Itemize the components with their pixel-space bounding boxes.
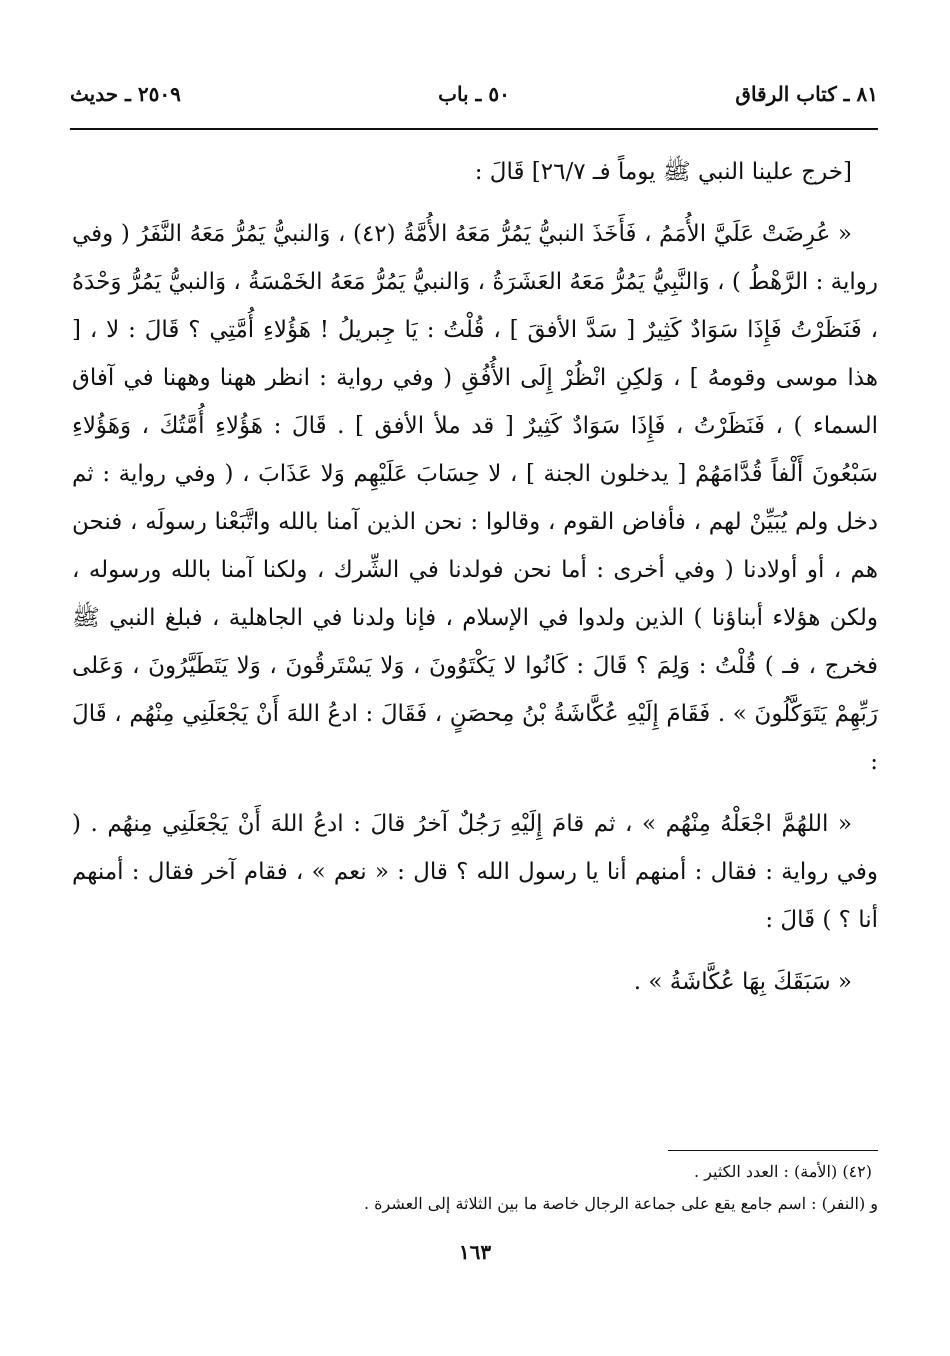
footnote-divider	[668, 1150, 878, 1151]
page-number: ١٦٣	[458, 1240, 492, 1264]
hadith-paragraph-1: « عُرِضَتْ عَلَيَّ الأُمَمُ ، فَأَخَذَ النبيُّ يَمُرُّ مَعَهُ الأُمَّةُ (٤٢) ، وَالنبيُّ يَمُرُّ مَعَهُ النَّفَرُ ( وفي رواية : الرَّهْطُ ) ، وَالنَّبِيُّ يَمُرُّ مَعَهُ العَشَرَةُ ، وَالنبيُّ يَمُرُّ مَعَهُ الخَمْسَةُ ، وَالنبيُّ يَمُرُّ وَحْدَهُ ، فَنَظَرْتُ فَإِذَا سَوَادٌ كَثِيرٌ [ سَدَّ الأفقَ ] ، قُلْتُ : يَا جِبريلُ ! هَؤُلاءِ أُمَّتِي ؟ قَالَ : لا ، [ هذا موسى وقومهُ ] ، وَلكِنِ انْظُرْ إِلَى الأُفُقِ ( وفي رواية : انظر ههنا وههنا في آفاق السماء ) ، فَنَظَرْتُ ، فَإِذَا سَوَادٌ كَثِيرٌ [ قد ملأ الأفق ] . قَالَ : هَؤُلاءِ أُمَّتُكَ ، وَهَؤُلاءِ سَبْعُونَ أَلْفاً قُدَّامَهُمْ [ يدخلون الجنة ] ، لا حِسَابَ عَلَيْهِم وَلا عَذَابَ ، ( وفي رواية : ثم دخل ولم يُبَيِّنْ لهم ، فأفاض القوم ، وقالوا : نحن الذين آمنا بالله واتَّبَعْنا رسولَه ، فنحن هم ، أو أولادنا ( وفي أخرى : أما نحن فولدنا في الشِّرك ، ولكنا آمنا بالله ورسوله ، ولكن هؤلاء أبناؤنا ) الذين ولدوا في الإسلام ، فإنا ولدنا في الجاهلية ، فبلغ النبي ﷺ فخرج ، فـ ) قُلْتُ : وَلِمَ ؟ قَالَ : كَانُوا لا يَكْتَوُونَ ، وَلا يَسْتَرقُونَ ، وَلا يَتَطَيَّرُونَ ، وَعَلى رَبِّهِمْ يَتَوَكَّلُونَ » . فَقَامَ إِلَيْهِ عُكَّاشَةُ بْنُ مِحصَنٍ ، فَقَالَ : ادعُ اللهَ أَنْ يَجْعَلَنِي مِنْهُم ، قَالَ :	[72, 221, 878, 775]
hadith-paragraph-2: « اللهُمَّ اجْعَلْهُ مِنْهُم » ، ثم قامَ إِلَيْهِ رَجُلٌ آخرُ قالَ : ادعُ اللهَ أَنْ يَجْعَلَنِي مِنهُم . ( وفي رواية : فقال : أمنهم أنا يا رسول الله ؟ قال : « نعم » ، فقام آخر فقال : أمنهم أنا ؟ ) قَالَ :	[72, 811, 878, 933]
footnote-42: (٤٢) (الأمة) : العدد الكثير .	[694, 1162, 872, 1181]
header-divider	[70, 128, 878, 130]
footnotes	[72, 1156, 878, 1220]
main-text	[72, 148, 878, 1006]
footnote-nafar: و (النفر) : اسم جامع يقع على جماعة الرجال خاصة ما بين الثلاثة إلى العشرة .	[363, 1194, 878, 1213]
running-header	[70, 82, 878, 116]
hadith-paragraph-3: « سَبَقَكَ بِهَا عُكَّاشَةُ » .	[633, 969, 852, 995]
header-section: ٥٠ ـ باب	[438, 82, 510, 106]
header-hadith-number: ٢٥٠٩ ـ حديث	[70, 82, 181, 106]
intro-line: [خرج علينا النبي ﷺ يوماً فـ ٢٦/٧] قَالَ :	[474, 159, 852, 185]
header-chapter: ٨١ ـ كتاب الرقاق	[735, 82, 878, 106]
